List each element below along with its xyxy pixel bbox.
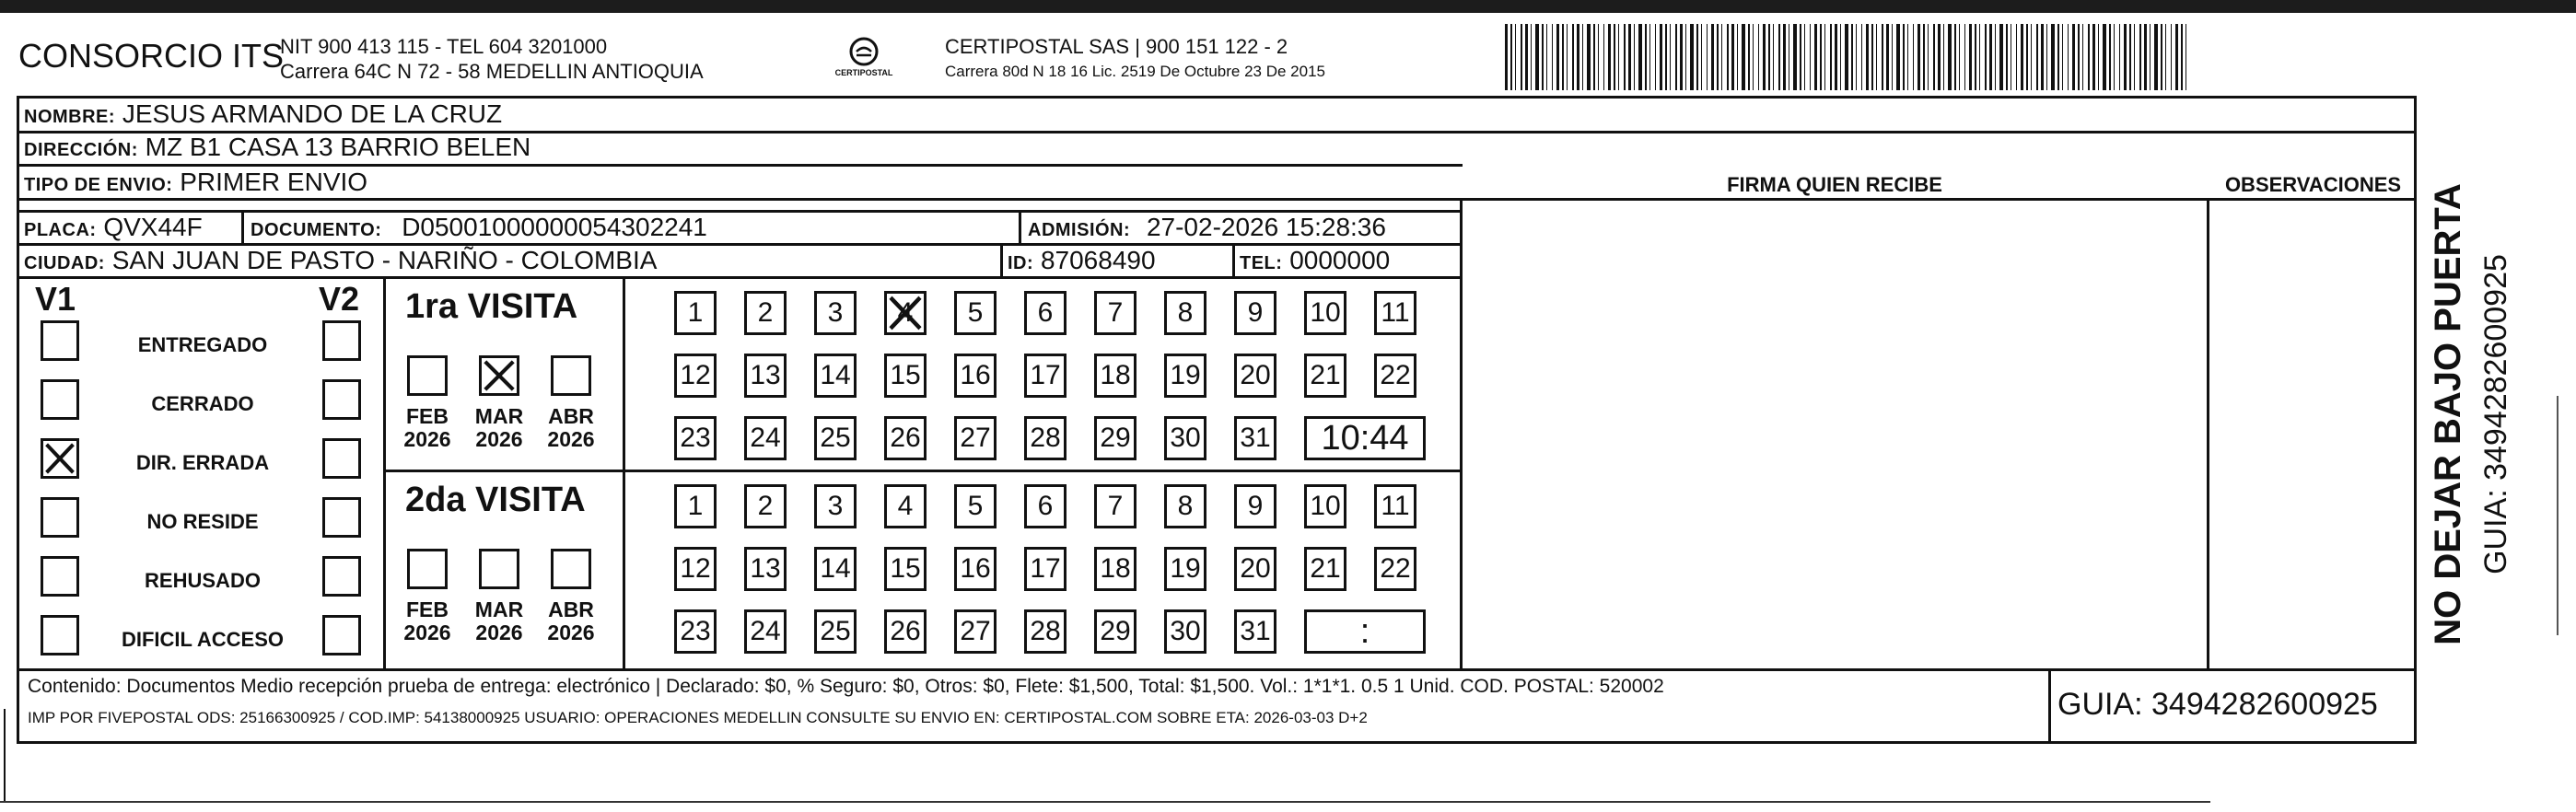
company-name: CONSORCIO ITS <box>18 37 285 75</box>
second-visit-day-box[interactable]: 18 <box>1094 547 1136 591</box>
placa-row <box>24 211 203 247</box>
second-visit-title: 2da VISITA <box>405 481 586 519</box>
status-option-label: ENTREGADO <box>137 333 268 356</box>
observations-area[interactable] <box>2209 201 2417 668</box>
placa-value: QVX44F <box>103 213 203 241</box>
first-visit-time-box[interactable]: 10:44 <box>1304 416 1426 460</box>
first-visit-day-box[interactable]: 9 <box>1234 291 1276 335</box>
first-visit-day-box[interactable]: 2 <box>744 291 787 335</box>
v1-label: V1 <box>35 280 76 318</box>
second-visit-day-box[interactable]: 17 <box>1024 547 1067 591</box>
second-visit-day-box[interactable]: 11 <box>1374 484 1416 528</box>
v1-checkbox[interactable] <box>41 320 79 361</box>
first-visit-day-box[interactable]: 21 <box>1304 354 1346 398</box>
placa-label: PLACA: <box>24 220 97 240</box>
status-option-label: DIR. ERRADA <box>135 451 270 474</box>
second-visit-day-box[interactable]: 27 <box>954 609 997 654</box>
top-edge-bar <box>0 0 2576 13</box>
first-visit-day-box[interactable]: 31 <box>1234 416 1276 460</box>
documento-label: DOCUMENTO: <box>251 220 382 240</box>
v2-label: V2 <box>319 280 360 318</box>
documento-value: D05001000000054302241 <box>402 213 707 241</box>
tipo-envio-row <box>24 166 367 202</box>
x-mark-icon <box>482 358 517 393</box>
second-visit-day-box[interactable]: 19 <box>1164 547 1206 591</box>
first-visit-day-box[interactable]: 8 <box>1164 291 1206 335</box>
rule <box>1232 243 1235 276</box>
x-mark-icon <box>43 441 76 476</box>
first-visit-day-box[interactable]: 4 <box>884 291 927 335</box>
second-visit-day-box[interactable]: 5 <box>954 484 997 528</box>
second-visit-time-box[interactable]: : <box>1304 609 1426 654</box>
ciudad-value: SAN JUAN DE PASTO - NARIÑO - COLOMBIA <box>111 246 658 274</box>
first-visit-month-label <box>536 405 606 451</box>
second-visit-day-box[interactable]: 28 <box>1024 609 1067 654</box>
second-visit-day-box[interactable]: 10 <box>1304 484 1346 528</box>
first-visit-month-checkbox[interactable] <box>551 355 591 396</box>
second-visit-month-label <box>536 598 606 644</box>
rule <box>623 276 625 668</box>
id-label: ID: <box>1008 253 1034 273</box>
firma-header: FIRMA QUIEN RECIBE <box>1727 173 1942 196</box>
status-option-label: CERRADO <box>151 392 254 415</box>
second-visit-day-box[interactable]: 9 <box>1234 484 1276 528</box>
signature-area[interactable] <box>1463 201 2207 668</box>
nombre-value: JESUS ARMANDO DE LA CRUZ <box>122 99 503 128</box>
ciudad-label: CIUDAD: <box>24 253 105 273</box>
month-year: 2026 <box>547 621 595 644</box>
second-visit-day-box[interactable]: 24 <box>744 609 787 654</box>
month-year: 2026 <box>475 621 523 644</box>
second-visit-day-box[interactable]: 25 <box>814 609 857 654</box>
direccion-row <box>24 131 530 167</box>
first-visit-day-box[interactable]: 19 <box>1164 354 1206 398</box>
first-visit-day-box[interactable]: 20 <box>1234 354 1276 398</box>
tel-row <box>1240 244 1390 280</box>
first-visit-day-box[interactable]: 7 <box>1094 291 1136 335</box>
footer-print-line: IMP POR FIVEPOSTAL ODS: 25166300925 / COD.IMP: 54138000925 USUARIO: OPERACIONES MEDELLIN CONSULTE SU ENVIO EN: CERTIPOSTAL.COM SOBRE ETA: 2026-03-03 D+2 <box>28 709 1368 726</box>
first-visit-day-box[interactable]: 10 <box>1304 291 1346 335</box>
second-visit-day-box[interactable]: 29 <box>1094 609 1136 654</box>
first-visit-day-box[interactable]: 5 <box>954 291 997 335</box>
company-nit: NIT 900 413 115 - TEL 604 3201000 <box>280 35 608 58</box>
first-visit-day-box[interactable]: 26 <box>884 416 927 460</box>
scan-edge <box>0 801 2210 803</box>
first-visit-month-checkbox[interactable] <box>479 355 519 396</box>
x-mark-icon <box>887 294 924 332</box>
first-visit-day-box[interactable]: 22 <box>1374 354 1416 398</box>
second-visit-day-box[interactable]: 15 <box>884 547 927 591</box>
first-visit-day-box[interactable]: 17 <box>1024 354 1067 398</box>
v2-checkbox[interactable] <box>322 320 361 361</box>
v1-checkbox[interactable] <box>41 379 79 420</box>
tipo-envio-value: PRIMER ENVIO <box>180 168 368 196</box>
v1-checkbox[interactable] <box>41 438 79 479</box>
second-visit-day-box[interactable]: 20 <box>1234 547 1276 591</box>
month-name: ABR <box>548 404 594 428</box>
rule <box>383 470 1463 472</box>
first-visit-day-box[interactable]: 16 <box>954 354 997 398</box>
first-visit-day-box[interactable]: 14 <box>814 354 857 398</box>
ciudad-row <box>24 244 657 280</box>
rule <box>1000 243 1003 276</box>
rule <box>241 210 244 243</box>
month-name: MAR <box>474 404 524 428</box>
month-name: MAR <box>474 597 524 621</box>
second-visit-day-box[interactable]: 21 <box>1304 547 1346 591</box>
scan-edge <box>4 709 6 801</box>
first-visit-day-box[interactable]: 12 <box>674 354 717 398</box>
first-visit-day-box[interactable]: 11 <box>1374 291 1416 335</box>
second-visit-month-label <box>392 598 462 644</box>
second-visit-day-box[interactable]: 12 <box>674 547 717 591</box>
v1-checkbox[interactable] <box>41 615 79 655</box>
carrier-address: Carrera 80d N 18 16 Lic. 2519 De Octubre 23 De 2015 <box>945 63 1325 80</box>
carrier-name: CERTIPOSTAL SAS | 900 151 122 - 2 <box>945 35 1288 58</box>
second-visit-month-checkbox[interactable] <box>551 549 591 589</box>
month-year: 2026 <box>547 427 595 451</box>
v2-checkbox[interactable] <box>322 556 361 597</box>
side-guide-number: GUIA: 3494282600925 <box>2478 254 2513 574</box>
second-visit-day-box[interactable]: 31 <box>1234 609 1276 654</box>
first-visit-day-box[interactable]: 29 <box>1094 416 1136 460</box>
second-visit-day-box[interactable]: 13 <box>744 547 787 591</box>
second-visit-day-box[interactable]: 14 <box>814 547 857 591</box>
second-visit-month-checkbox[interactable] <box>407 549 448 589</box>
first-visit-day-box[interactable]: 27 <box>954 416 997 460</box>
first-visit-day-box[interactable]: 28 <box>1024 416 1067 460</box>
scan-edge <box>2557 396 2559 635</box>
first-visit-month-label <box>392 405 462 451</box>
rule <box>383 276 386 668</box>
first-visit-day-box[interactable]: 18 <box>1094 354 1136 398</box>
documento-row <box>251 211 707 247</box>
month-name: ABR <box>548 597 594 621</box>
second-visit-day-box[interactable]: 23 <box>674 609 717 654</box>
barcode <box>1503 24 2192 90</box>
nombre-label: NOMBRE: <box>24 107 116 127</box>
id-row <box>1008 244 1156 280</box>
first-visit-day-box[interactable]: 3 <box>814 291 857 335</box>
admision-label: ADMISIÓN: <box>1028 220 1131 240</box>
admision-row <box>1028 211 1386 247</box>
rule <box>1019 210 1021 243</box>
second-visit-day-box[interactable]: 3 <box>814 484 857 528</box>
month-year: 2026 <box>403 621 451 644</box>
second-visit-day-box[interactable]: 22 <box>1374 547 1416 591</box>
first-visit-day-box[interactable]: 30 <box>1164 416 1206 460</box>
second-visit-day-box[interactable]: 30 <box>1164 609 1206 654</box>
month-name: FEB <box>406 404 449 428</box>
v2-checkbox[interactable] <box>322 379 361 420</box>
direccion-value: MZ B1 CASA 13 BARRIO BELEN <box>145 133 531 161</box>
v2-checkbox[interactable] <box>322 497 361 538</box>
second-visit-day-box[interactable]: 16 <box>954 547 997 591</box>
second-visit-day-box[interactable]: 2 <box>744 484 787 528</box>
logo-caption: CERTIPOSTAL <box>834 68 893 77</box>
admision-value: 27-02-2026 15:28:36 <box>1146 213 1386 241</box>
first-visit-day-box[interactable]: 6 <box>1024 291 1067 335</box>
footer-content-line: Contenido: Documentos Medio recepción prueba de entrega: electrónico | Declarado: $0, % Seguro: $0, Otros: $0, Flete: $1,500, Total: $1,500. Vol.: 1*1*1. 0.5 1 Unid. COD. POSTAL: 520002 <box>28 676 1664 697</box>
company-address: Carrera 64C N 72 - 58 MEDELLIN ANTIOQUIA <box>280 60 704 83</box>
first-visit-month-label <box>464 405 534 451</box>
tel-value: 0000000 <box>1289 246 1391 274</box>
direccion-label: DIRECCIÓN: <box>24 140 138 160</box>
footer-guide-number: GUIA: 3494282600925 <box>2057 687 2378 722</box>
first-visit-month-checkbox[interactable] <box>407 355 448 396</box>
carrier-logo <box>825 31 903 90</box>
second-visit-day-box[interactable]: 8 <box>1164 484 1206 528</box>
status-option-label: NO RESIDE <box>146 510 259 533</box>
first-visit-day-box[interactable]: 25 <box>814 416 857 460</box>
tel-label: TEL: <box>1240 253 1283 273</box>
status-option-label: DIFICIL ACCESO <box>121 628 284 651</box>
v2-checkbox[interactable] <box>322 615 361 655</box>
first-visit-day-box[interactable]: 1 <box>674 291 717 335</box>
observaciones-header: OBSERVACIONES <box>2224 173 2402 196</box>
second-visit-day-box[interactable]: 4 <box>884 484 927 528</box>
second-visit-month-label <box>464 598 534 644</box>
second-visit-day-box[interactable]: 7 <box>1094 484 1136 528</box>
status-option-label: REHUSADO <box>145 569 261 592</box>
nombre-row <box>24 98 502 133</box>
second-visit-day-box[interactable]: 1 <box>674 484 717 528</box>
second-visit-day-box[interactable]: 26 <box>884 609 927 654</box>
no-under-door-warning: NO DEJAR BAJO PUERTA <box>2428 183 2468 645</box>
first-visit-title: 1ra VISITA <box>405 287 578 326</box>
second-visit-day-box[interactable]: 6 <box>1024 484 1067 528</box>
rule <box>2048 668 2051 744</box>
tipo-envio-label: TIPO DE ENVIO: <box>24 175 173 195</box>
month-name: FEB <box>406 597 449 621</box>
id-value: 87068490 <box>1040 246 1156 274</box>
first-visit-day-box[interactable]: 23 <box>674 416 717 460</box>
first-visit-day-box[interactable]: 15 <box>884 354 927 398</box>
v2-checkbox[interactable] <box>322 438 361 479</box>
month-year: 2026 <box>403 427 451 451</box>
first-visit-day-box[interactable]: 24 <box>744 416 787 460</box>
rule <box>17 668 2417 671</box>
v1-checkbox[interactable] <box>41 556 79 597</box>
v1-checkbox[interactable] <box>41 497 79 538</box>
second-visit-month-checkbox[interactable] <box>479 549 519 589</box>
month-year: 2026 <box>475 427 523 451</box>
first-visit-day-box[interactable]: 13 <box>744 354 787 398</box>
